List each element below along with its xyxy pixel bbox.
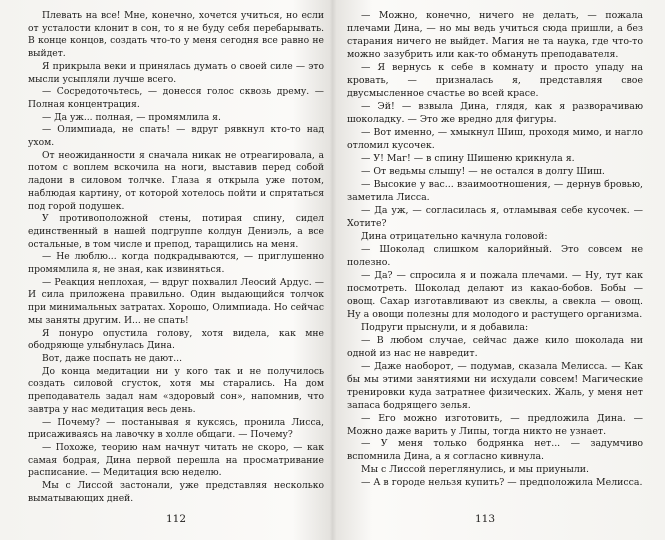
paragraph: — От ведьмы слышу! — не остался в долгу Шиш. (361, 165, 605, 177)
paragraph: — Да уж, — согласилась я, отламывая себе кусочек. — Хотите? (347, 204, 643, 229)
paragraph: Я понуро опустила голову, хотя видела, как мне ободряюще улыбнулась Дина. (28, 327, 324, 352)
paragraph: — Вот именно, — хмыкнул Шиш, проходя мимо, и нагло отломил кусочек. (347, 126, 643, 151)
paragraph: — Да? — спросила я и пожала плечами. — Ну, тут как посмотреть. Шоколад делают из какао-бобов. Бобы — овощ. Сахар изготавливают из свеклы, а свекла — овощ. Ну а овощи полезны для молодого и растущего организма. (347, 269, 643, 320)
paragraph: Мы с Лиссой застонали, уже представляя несколько выматывающих дней. (28, 480, 324, 504)
paragraph: — Высокие у вас... взаимоотношения, — дернув бровью, заметила Лисса. (347, 178, 643, 203)
paragraph: — Да уж... полная, — промямлила я. (42, 111, 221, 123)
paragraph: — Эй! — взвыла Дина, глядя, как я разворачиваю шоколадку. — Это же вредно для фигуры. (347, 100, 643, 125)
paragraph: — А в городе нельзя купить? — предположила Мелисса. (361, 477, 643, 489)
paragraph: У противоположной стены, потирая спину, сидел единственный в нашей подгруппе колдун Дениэль, а все остальные, в том числе и препод, таращились на меня. (28, 213, 324, 250)
paragraph: — Почему? — постанывая я куксясь, пронила Лисса, присаживаясь на лавочку в холле общаги. — Почему? (28, 416, 324, 441)
left-page-number: 112 (165, 513, 187, 525)
right-page (333, 0, 665, 540)
paragraph: — Я вернусь к себе в комнату и просто упаду на кровать, — призналась я, представляя свое двусмысленное счастье во всей красе. (347, 61, 643, 99)
paragraph: — Похоже, теорию нам начнут читать не скоро, — как самая бодрая, Дина первой перешла на просматривание расписание. — Медитация всю неделю. (28, 441, 324, 479)
paragraph: — Олимпиада, не спать! — вдруг рявкнул кто-то над ухом. (28, 124, 324, 149)
paragraph: От неожиданности я сначала никак не отреагировала, а потом с воплем вскочила на ноги, выставив перед собой ладони в силовом толчке. Глаза я открыла уже потом, наблюдая картину, от которой хотелось пойти и спрятаться под горой подушек. (28, 149, 324, 212)
paragraph: — У меня только бодрянка нет... — задумчиво вспомнила Дина, а я согласно кивнула. (347, 438, 643, 463)
paragraph: — Можно, конечно, ничего не делать, — пожала плечами Дина, — но мы ведь учиться сюда пришли, а без старания ничего не выйдет. Магия не та наука, где что-то можно зазубрить или как-то обмануть преподавателя. (347, 10, 643, 60)
paragraph: — У! Маг! — в спину Шишеню крикнула я. (361, 152, 575, 164)
paragraph: Мы с Лиссой переглянулись, и мы приуныли. (361, 464, 589, 476)
right-page-text (347, 10, 643, 490)
paragraph: — В любом случае, сейчас даже кило шоколада ни одной из нас не навредит. (347, 334, 643, 359)
left-page-text (28, 10, 324, 505)
paragraph: Вот, даже поспать не дают... (42, 352, 183, 364)
right-page-number: 113 (474, 513, 496, 525)
paragraph: Плевать на все! Мне, конечно, хочется учиться, но если от усталости клонит в сон, то я не буду себя перебарывать. В конце концов, создать что-то у меня сегодня все равно не выйдет. (28, 10, 324, 60)
paragraph: Подруги прыснули, и я добавила: (361, 321, 529, 333)
paragraph: До конца медитации ни у кого так и не получилось создать силовой сгусток, хотя мы старались. На дом преподаватель задал нам «здоровый сон», напомнив, что завтра у нас медитация весь день. (28, 365, 324, 415)
paragraph: — Реакция неплохая, — вдруг похвалил Леосий Ардус. — И сила приложена правильно. Один выдающийся толчок при минимальных затратах. Хорошо, Олимпиада. Но сейчас мы заняты другим. И... не спать! (28, 276, 324, 326)
paragraph: Дина отрицательно качнула головой: (361, 230, 548, 242)
paragraph: — Его можно изготовить, — предложила Дина. — Можно даже варить у Липы, тогда никто не узнает. (347, 412, 643, 437)
left-page (0, 0, 332, 540)
paragraph: — Шоколад слишком калорийный. Это совсем не полезно. (347, 243, 643, 268)
paragraph: — Даже наоборот, — подумав, сказала Мелисса. — Как бы мы этими занятиями ни исхудали совсем! Магические тренировки куда затратнее физических. Жаль, у меня нет запаса бодрящего зелья. (347, 360, 643, 411)
paragraph: — Сосредоточьтесь, — донесся голос сквозь дрему. — Полная концентрация. (28, 86, 324, 110)
paragraph: — Не люблю... когда подкрадываются, — приглушенно промямлила я, не зная, как извиняться. (28, 251, 324, 276)
paragraph: Я прикрыла веки и принялась думать о своей силе — это мысли усыпляли лучше всего. (28, 60, 324, 85)
